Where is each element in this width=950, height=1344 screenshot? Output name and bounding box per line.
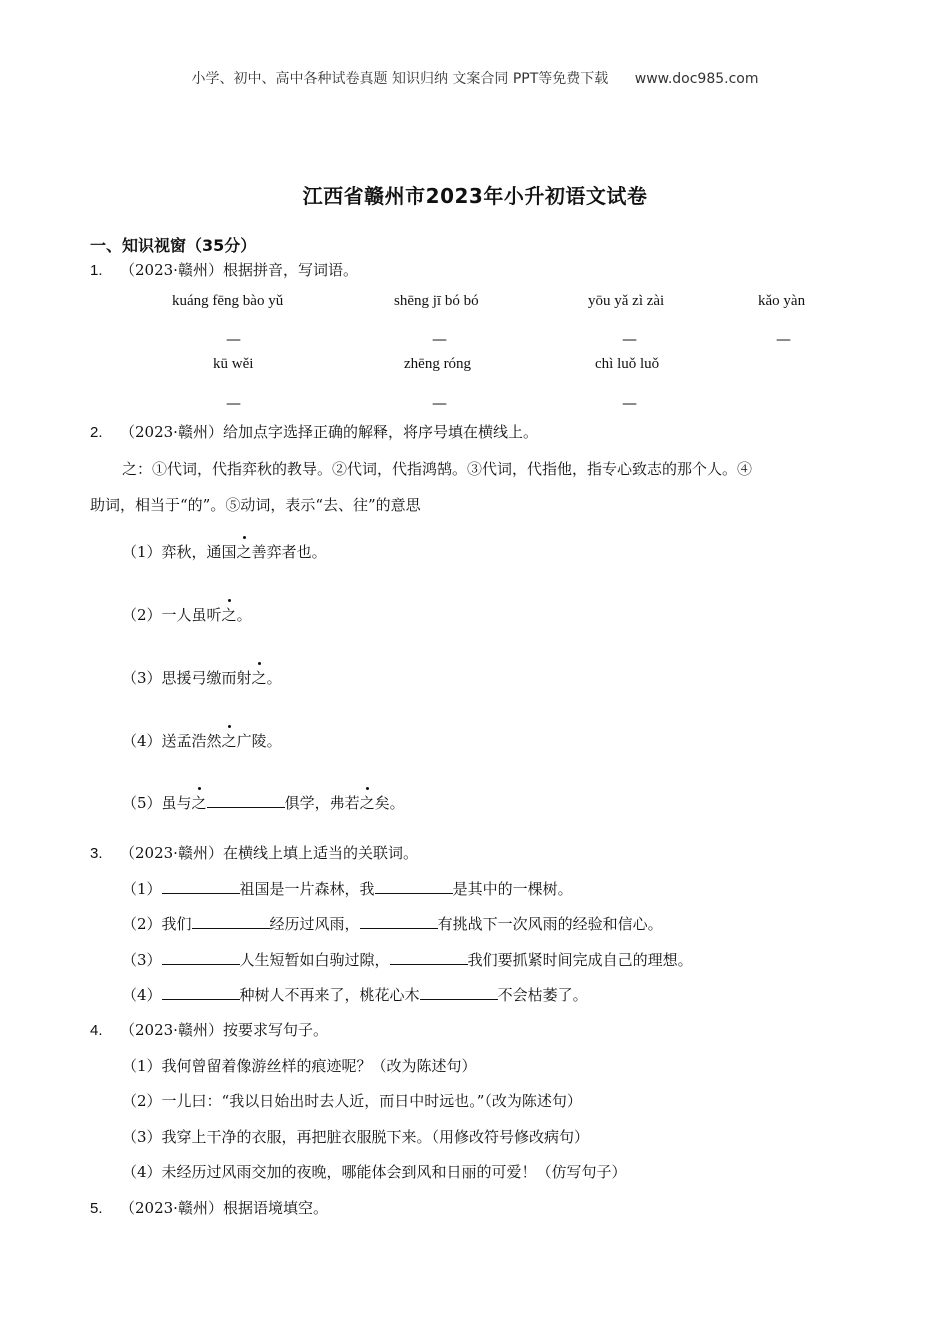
- question-2: [90, 421, 538, 442]
- q3-item-1: （1） 祖国是一片森林，我 是其中的一棵树。: [122, 880, 573, 898]
- q4-item-2: （2）一儿曰：“我以日始出时去人近，而日中时远也。”（改为陈述句）: [122, 1092, 582, 1110]
- question-number: 5.: [90, 1200, 103, 1217]
- question-number: 1.: [90, 262, 103, 279]
- answer-blank[interactable]: [192, 914, 270, 929]
- answer-blank[interactable]: —: [432, 330, 447, 348]
- question-text: （2023·赣州）给加点字选择正确的解释，将序号填在横线上。: [120, 423, 538, 441]
- q3-item-4: （4） 种树人不再来了，桃花心木 不会枯萎了。: [122, 986, 588, 1004]
- q3-item-3: （3） 人生短暂如白驹过隙， 我们要抓紧时间完成自己的理想。: [122, 951, 693, 969]
- pinyin-2: shēng jī bó bó: [394, 293, 479, 309]
- pinyin-6: zhēng róng: [404, 356, 472, 372]
- question-text: （2023·赣州）在横线上填上适当的关联词。: [120, 844, 418, 862]
- question-text: （2023·赣州）根据语境填空。: [120, 1199, 328, 1217]
- q2-item-5: （5）虽与之 俱学，弗若之矣。: [122, 794, 405, 812]
- answer-blank[interactable]: [420, 985, 498, 1000]
- answer-blank[interactable]: —: [622, 330, 637, 348]
- q4-item-4: （4）未经历过风雨交加的夜晚，哪能体会到风和日丽的可爱！（仿写句子）: [122, 1163, 627, 1181]
- pinyin-1: kuáng fēng bào yǔ: [172, 293, 284, 309]
- answer-blank[interactable]: [162, 985, 240, 1000]
- dotted-char: 之: [359, 794, 375, 812]
- answer-blank[interactable]: —: [776, 330, 791, 348]
- pinyin-5: kū wěi: [213, 356, 254, 372]
- answer-blank[interactable]: —: [622, 394, 637, 412]
- question-number: 4.: [90, 1022, 103, 1039]
- answer-blank[interactable]: [162, 879, 240, 894]
- q2-item-3: （3）思援弓缴而射之。: [122, 669, 282, 687]
- section-heading: 一、知识视窗（35分）: [90, 236, 257, 255]
- dotted-char: 之: [191, 794, 207, 812]
- dotted-char: 之: [221, 606, 237, 624]
- question-3: [90, 842, 418, 863]
- answer-blank[interactable]: [207, 793, 285, 808]
- header-text: 小学、初中、高中各种试卷真题 知识归纳 文案合同 PPT等免费下载: [191, 71, 609, 87]
- question-number: 3.: [90, 845, 103, 862]
- answer-blank[interactable]: —: [432, 394, 447, 412]
- header-url[interactable]: www.doc985.com: [634, 71, 759, 87]
- q4-item-1: （1）我何曾留着像游丝样的痕迹呢？（改为陈述句）: [122, 1057, 477, 1075]
- question-1: [90, 259, 358, 280]
- answer-blank[interactable]: [162, 950, 240, 965]
- answer-blank[interactable]: —: [226, 394, 241, 412]
- pinyin-3: yōu yǎ zì zài: [588, 293, 665, 309]
- q2-item-4: （4）送孟浩然之广陵。: [122, 732, 282, 750]
- pinyin-7: chì luǒ luǒ: [595, 356, 660, 372]
- definition-line-1: 之：①代词，代指弈秋的教导。②代词，代指鸿鹄。③代词，代指他，指专心致志的那个人。④: [122, 460, 753, 478]
- question-text: （2023·赣州）按要求写句子。: [120, 1021, 328, 1039]
- page-title: 江西省赣州市2023年小升初语文试卷: [302, 184, 648, 208]
- question-4: [90, 1019, 328, 1040]
- dotted-char: 之: [236, 543, 252, 561]
- answer-blank[interactable]: —: [226, 330, 241, 348]
- q4-item-3: （3）我穿上干净的衣服，再把脏衣服脱下来。（用修改符号修改病句）: [122, 1128, 590, 1146]
- page-header: [0, 68, 950, 88]
- question-number: 2.: [90, 424, 103, 441]
- answer-blank[interactable]: [375, 879, 453, 894]
- answer-blank[interactable]: [360, 914, 438, 929]
- q3-item-2: （2）我们 经历过风雨， 有挑战下一次风雨的经验和信心。: [122, 915, 663, 933]
- question-text: （2023·赣州）根据拼音，写词语。: [120, 261, 358, 279]
- answer-blank[interactable]: [390, 950, 468, 965]
- definition-line-2: 助词，相当于“的”。⑤动词，表示“去、往”的意思: [90, 496, 421, 514]
- question-5: [90, 1197, 328, 1218]
- pinyin-4: kǎo yàn: [758, 293, 806, 309]
- q2-item-2: （2）一人虽听之。: [122, 606, 252, 624]
- dotted-char: 之: [221, 732, 237, 750]
- dotted-char: 之: [251, 669, 267, 687]
- q2-item-1: （1）弈秋，通国之善弈者也。: [122, 543, 327, 561]
